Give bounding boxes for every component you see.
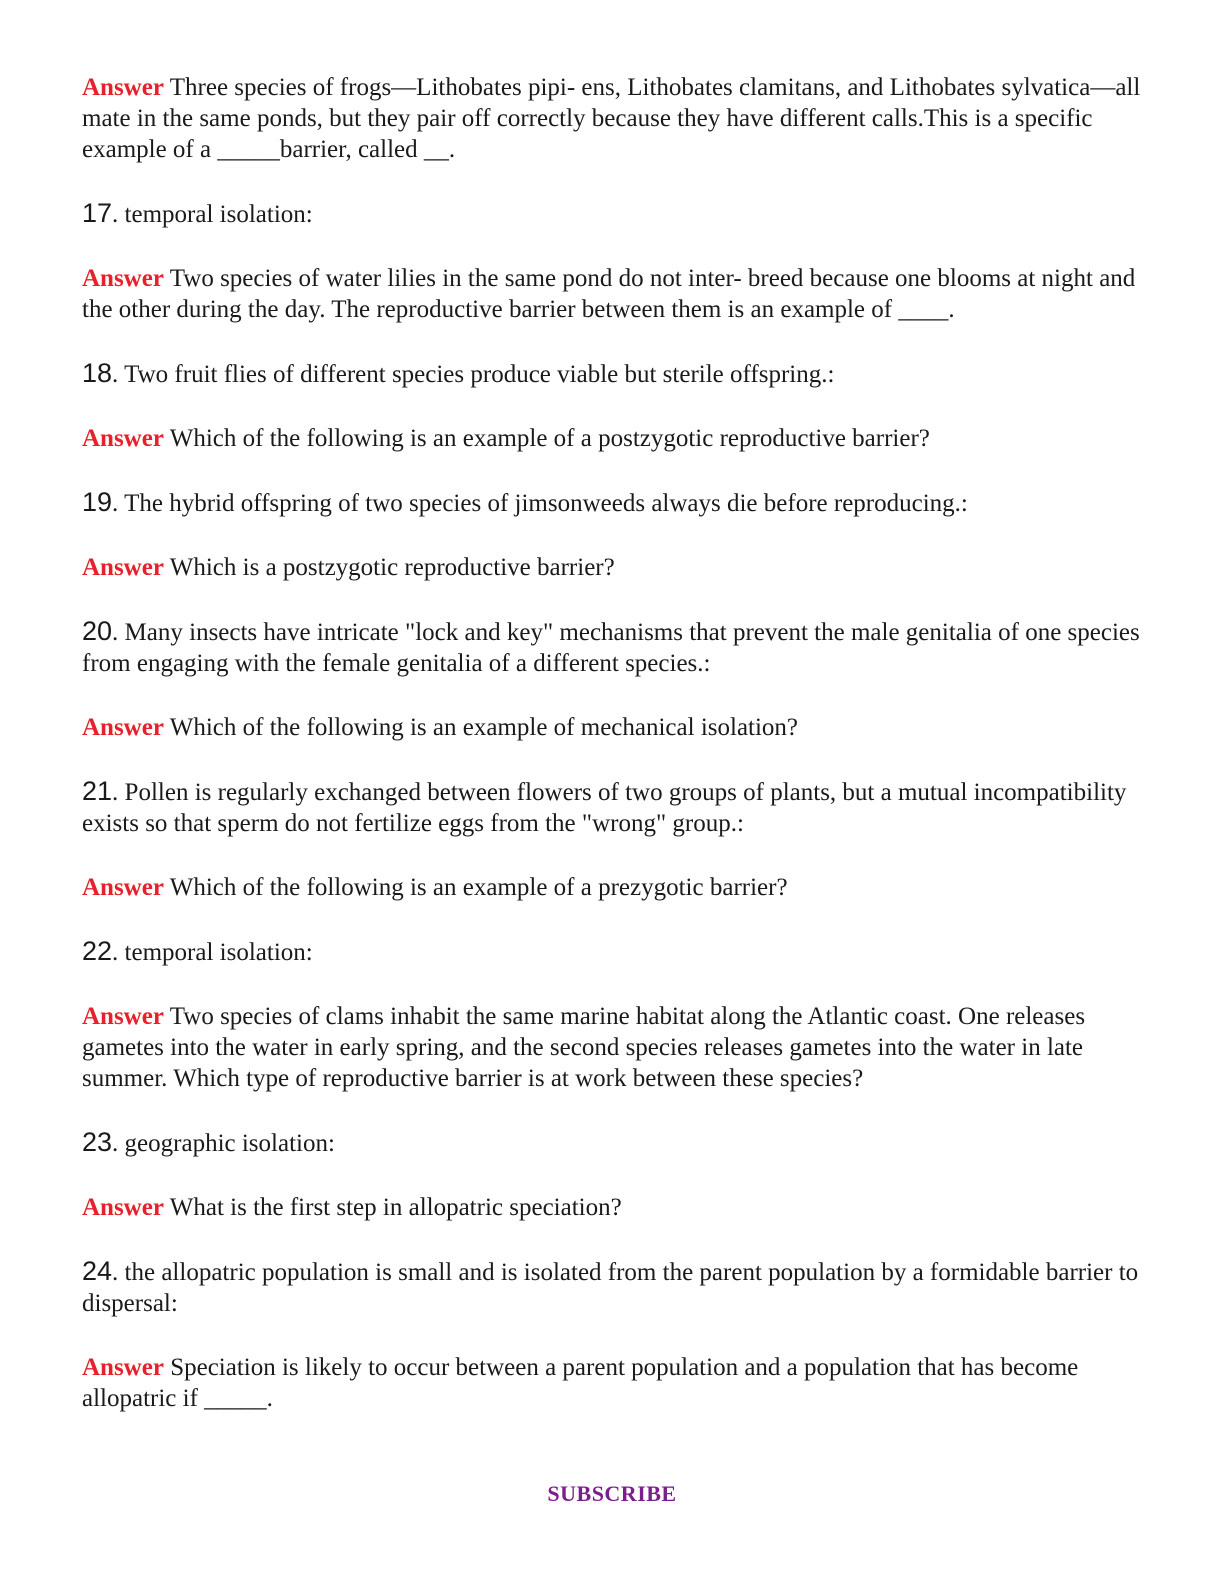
answer-text: Which of the following is an example of a postzygotic reproductive barrier? bbox=[169, 425, 930, 452]
question-number: 17 bbox=[82, 198, 113, 228]
answer-block bbox=[82, 423, 1142, 454]
answer-label: Answer bbox=[82, 1354, 164, 1381]
document-page bbox=[82, 72, 1142, 1414]
question-text: . temporal isolation: bbox=[112, 939, 313, 966]
answer-block bbox=[82, 1192, 1142, 1223]
question-number: 20 bbox=[82, 616, 113, 646]
question-number: 19 bbox=[82, 487, 113, 517]
question-block-21 bbox=[82, 776, 1142, 839]
answer-text: What is the first step in allopatric speciation? bbox=[169, 1194, 622, 1221]
answer-text: Two species of water lilies in the same pond do not inter- breed because one blooms at night and the other during the day. The reproductive barrier between them is an example of ____. bbox=[82, 265, 1136, 323]
question-number: 21 bbox=[82, 776, 113, 806]
question-number: 24 bbox=[82, 1256, 113, 1286]
answer-label: Answer bbox=[82, 714, 164, 741]
question-text: . temporal isolation: bbox=[112, 201, 313, 228]
answer-block bbox=[82, 872, 1142, 903]
question-text: . The hybrid offspring of two species of jimsonweeds always die before reproducing.: bbox=[112, 490, 968, 517]
answer-text: Two species of clams inhabit the same marine habitat along the Atlantic coast. One releases gametes into the water in early spring, and the second species releases gametes into the water in late summer. Which type of reproductive barrier is at work between these species? bbox=[82, 1003, 1086, 1092]
answer-label: Answer bbox=[82, 74, 164, 101]
question-text: . the allopatric population is small and is isolated from the parent population by a formidable barrier to dispersal: bbox=[82, 1259, 1139, 1317]
answer-text: Speciation is likely to occur between a parent population and a population that has become allopatric if _____. bbox=[82, 1354, 1079, 1412]
question-block-24 bbox=[82, 1256, 1142, 1319]
answer-label: Answer bbox=[82, 874, 164, 901]
question-block-18 bbox=[82, 358, 1142, 390]
question-number: 18 bbox=[82, 358, 113, 388]
answer-label: Answer bbox=[82, 1194, 164, 1221]
question-text: . Two fruit flies of different species produce viable but sterile offspring.: bbox=[112, 361, 835, 388]
question-text: . Pollen is regularly exchanged between flowers of two groups of plants, but a mutual incompatibility exists so that sperm do not fertilize eggs from the "wrong" group.: bbox=[82, 779, 1127, 837]
answer-label: Answer bbox=[82, 265, 164, 292]
answer-label: Answer bbox=[82, 554, 164, 581]
question-text: . Many insects have intricate "lock and key" mechanisms that prevent the male genitalia of one species from engaging with the female genitalia of a different species.: bbox=[82, 619, 1140, 677]
answer-block bbox=[82, 1352, 1142, 1414]
answer-text: Which of the following is an example of mechanical isolation? bbox=[169, 714, 799, 741]
answer-text: Which of the following is an example of a prezygotic barrier? bbox=[169, 874, 788, 901]
question-number: 22 bbox=[82, 936, 113, 966]
answer-block bbox=[82, 263, 1142, 325]
question-block-17 bbox=[82, 198, 1142, 230]
answer-text: Three species of frogs—Lithobates pipi- ens, Lithobates clamitans, and Lithobates sylvatica—all mate in the same ponds, but they pair off correctly because they have different calls.This is a specific example of a _____barrier, called __. bbox=[82, 74, 1141, 163]
answer-block bbox=[82, 712, 1142, 743]
answer-block bbox=[82, 552, 1142, 583]
question-block-19 bbox=[82, 487, 1142, 519]
question-text: . geographic isolation: bbox=[112, 1130, 335, 1157]
answer-block bbox=[82, 72, 1142, 165]
answer-block bbox=[82, 1001, 1142, 1094]
question-block-23 bbox=[82, 1127, 1142, 1159]
question-block-22 bbox=[82, 936, 1142, 968]
subscribe-link[interactable]: SUBSCRIBE bbox=[547, 1481, 677, 1506]
question-number: 23 bbox=[82, 1127, 113, 1157]
question-block-20 bbox=[82, 616, 1142, 679]
answer-label: Answer bbox=[82, 425, 164, 452]
answer-label: Answer bbox=[82, 1003, 164, 1030]
answer-text: Which is a postzygotic reproductive barrier? bbox=[169, 554, 615, 581]
